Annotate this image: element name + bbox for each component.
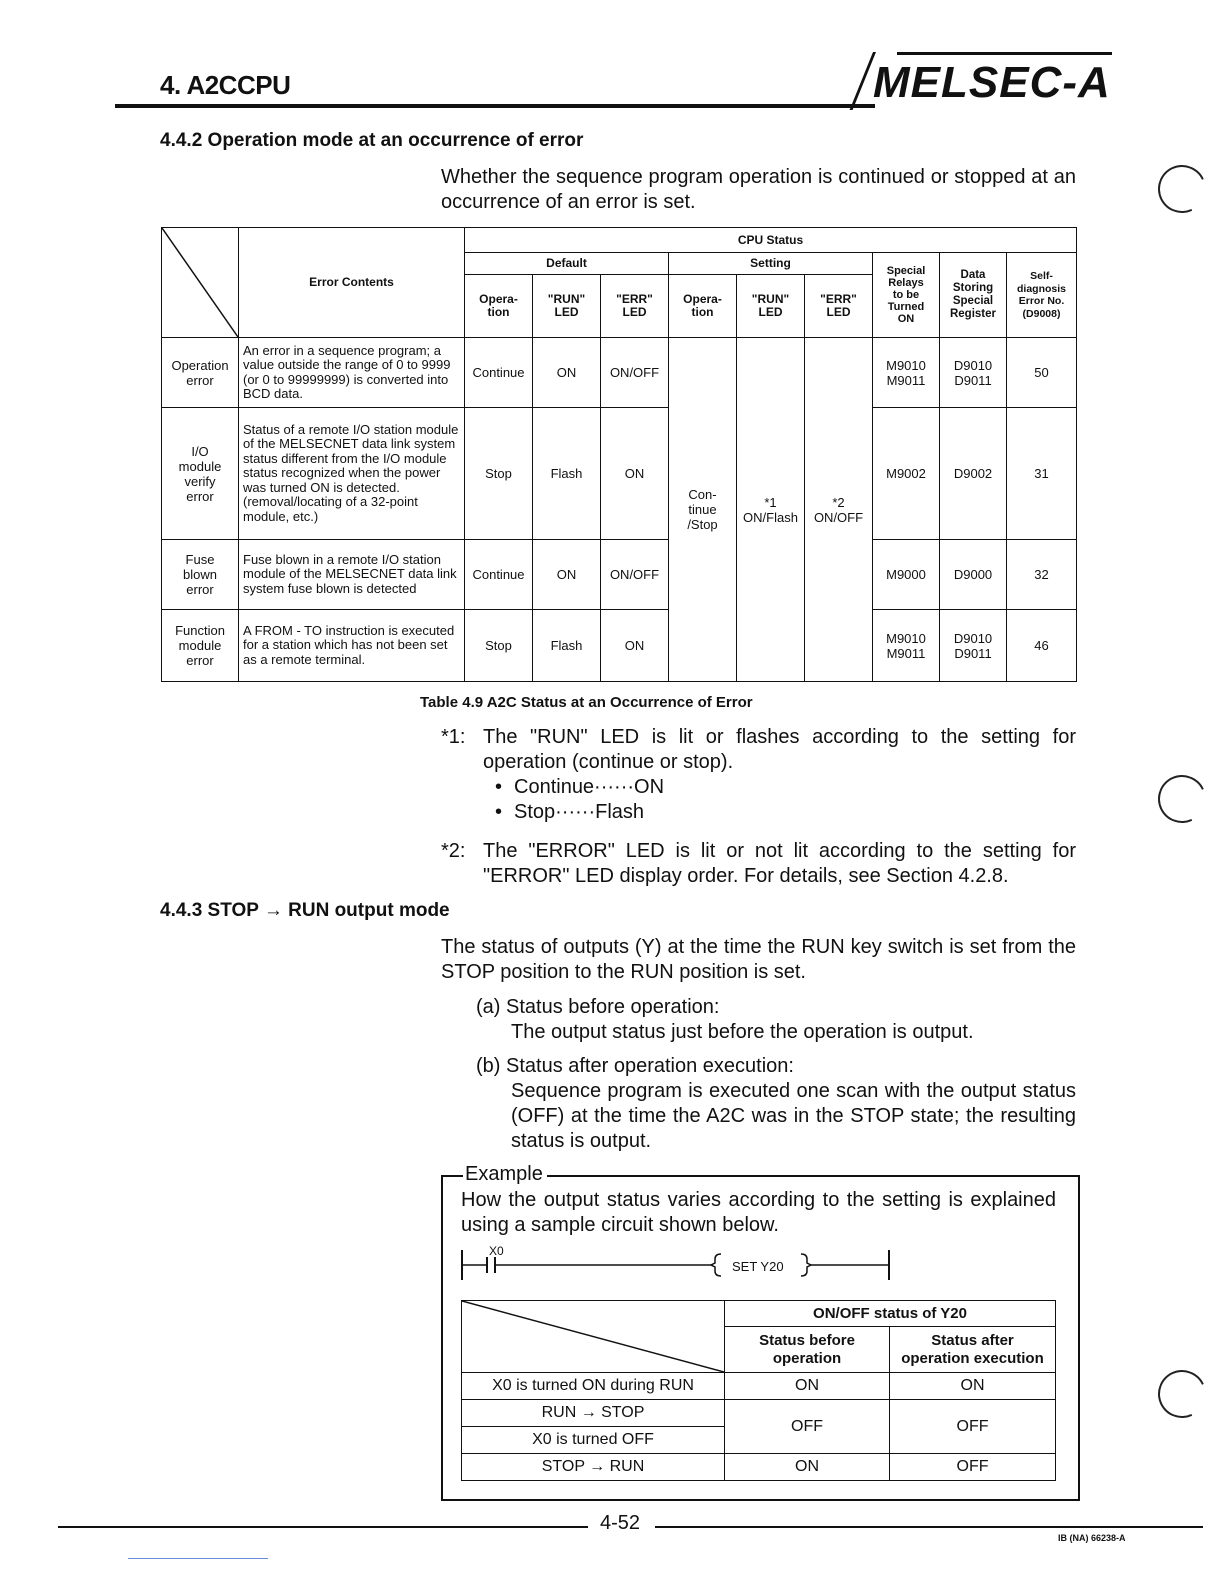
item-a-label: (a) Status before operation: xyxy=(476,996,720,1018)
header-default-err-led: "ERR" LED xyxy=(601,275,669,338)
item-a-text: The output status just before the operation is output. xyxy=(511,1021,974,1043)
row-error-no: 50 xyxy=(1007,338,1077,408)
ex-row-label: RUN → STOP xyxy=(462,1400,725,1427)
ex-row-after: ON xyxy=(890,1373,1056,1400)
ex-merged-before: OFF xyxy=(725,1400,890,1454)
scan-artifact-line xyxy=(128,1558,268,1559)
row-register: D9002 xyxy=(940,408,1007,540)
header-special-relays: Special Relays to be Turned ON xyxy=(873,253,940,338)
section-442-title: 4.4.2 Operation mode at an occurrence of error xyxy=(160,130,584,151)
y20-status-table xyxy=(461,1300,1056,1481)
row-relays: M9010 M9011 xyxy=(873,338,940,408)
header-error-contents: Error Contents xyxy=(239,228,465,338)
ex-header-before: Status before operation xyxy=(725,1327,890,1373)
header-setting-run-led: "RUN" LED xyxy=(737,275,805,338)
header-rule xyxy=(115,104,875,108)
ex-row-before: ON xyxy=(725,1454,890,1481)
note-1-mark: *1: xyxy=(441,726,466,748)
row-register: D9010 D9011 xyxy=(940,610,1007,682)
row-relays: M9002 xyxy=(873,408,940,540)
note-1-text: The "RUN" LED is lit or flashes according to the setting for operation (continue or stop). xyxy=(483,726,1076,773)
setting-err-led-value: *2 ON/OFF xyxy=(805,338,873,682)
item-b-label: (b) Status after operation execution: xyxy=(476,1055,794,1077)
table-corner-diagonal xyxy=(162,228,239,338)
header-cpu-status: CPU Status xyxy=(465,228,1077,253)
punch-hole-decoration xyxy=(1151,768,1213,830)
table-row xyxy=(162,338,1077,408)
header-default-run-led: "RUN" LED xyxy=(533,275,601,338)
note-1-bullet-dot: • xyxy=(495,801,503,823)
coil-label: SET Y20 xyxy=(732,1259,784,1274)
row-err-led: ON/OFF xyxy=(601,540,669,610)
ex-row-after: OFF xyxy=(890,1454,1056,1481)
row-name: Function module error xyxy=(162,610,239,682)
ex-row-label: X0 is turned OFF xyxy=(462,1427,725,1454)
row-name: I/O module verify error xyxy=(162,408,239,540)
row-operation: Continue xyxy=(465,540,533,610)
punch-hole-decoration xyxy=(1151,158,1213,220)
table-row xyxy=(162,610,1077,682)
row-error-no: 31 xyxy=(1007,408,1077,540)
row-err-led: ON xyxy=(601,408,669,540)
footer-rule-right xyxy=(655,1526,1203,1528)
note-1-bullet-stop: Stop······Flash xyxy=(514,801,645,823)
brand-logo xyxy=(855,52,1120,112)
ex-table-corner-diagonal xyxy=(462,1301,725,1373)
header-default: Default xyxy=(465,253,669,275)
header-setting-operation: Opera- tion xyxy=(669,275,737,338)
table-row xyxy=(462,1400,1056,1427)
ex-row-before: ON xyxy=(725,1373,890,1400)
row-operation: Continue xyxy=(465,338,533,408)
row-operation: Stop xyxy=(465,610,533,682)
table-row xyxy=(162,540,1077,610)
section-443-title: 4.4.3 STOP → RUN output mode xyxy=(160,900,450,921)
row-run-led: ON xyxy=(533,540,601,610)
note-2-mark: *2: xyxy=(441,840,466,862)
ladder-circuit-diagram xyxy=(455,1240,905,1285)
table-row xyxy=(462,1454,1056,1481)
example-text: How the output status varies according to the setting is explained using a sample circuit shown below. xyxy=(461,1189,1056,1236)
row-contents: Status of a remote I/O station module of the MELSECNET data link system status different from the I/O module status recognized when the power was turned ON is detected. (removal/locating of a 32-point module, etc.) xyxy=(239,408,465,540)
ex-header-group: ON/OFF status of Y20 xyxy=(725,1301,1056,1327)
table-row xyxy=(462,1373,1056,1400)
row-contents: An error in a sequence program; a value outside the range of 0 to 9999 (or 0 to 99999999) is converted into BCD data. xyxy=(239,338,465,408)
header-data-storing: Data Storing Special Register xyxy=(940,253,1007,338)
table-row xyxy=(162,408,1077,540)
row-register: D9000 xyxy=(940,540,1007,610)
note-1-bullet-dot: • xyxy=(495,776,503,798)
note-2-text: The "ERROR" LED is lit or not lit according to the setting for "ERROR" LED display order. For details, see Section 4.2.8. xyxy=(483,840,1076,887)
row-name: Fuse blown error xyxy=(162,540,239,610)
ex-header-after: Status after operation execution xyxy=(890,1327,1056,1373)
row-run-led: Flash xyxy=(533,610,601,682)
header-self-diagnosis: Self- diagnosis Error No. (D9008) xyxy=(1007,253,1077,338)
ex-row-label: X0 is turned ON during RUN xyxy=(462,1373,725,1400)
row-relays: M9000 xyxy=(873,540,940,610)
header-setting-err-led: "ERR" LED xyxy=(805,275,873,338)
chapter-title: 4. A2CCPU xyxy=(160,70,291,100)
row-run-led: Flash xyxy=(533,408,601,540)
row-error-no: 32 xyxy=(1007,540,1077,610)
note-1-bullet-continue: Continue······ON xyxy=(514,776,665,798)
section-442-intro: Whether the sequence program operation is continued or stopped at an occurrence of an error is set. xyxy=(441,166,1076,213)
page-number: 4-52 xyxy=(600,1512,641,1534)
table-caption: Table 4.9 A2C Status at an Occurrence of Error xyxy=(420,694,753,711)
contact-label: X0 xyxy=(489,1244,504,1258)
header-default-operation: Opera- tion xyxy=(465,275,533,338)
punch-hole-decoration xyxy=(1151,1363,1213,1425)
setting-run-led-value: *1 ON/Flash xyxy=(737,338,805,682)
document-number: IB (NA) 66238-A xyxy=(1058,1533,1126,1543)
footer-rule-left xyxy=(58,1526,588,1528)
row-name: Operation error xyxy=(162,338,239,408)
item-b-text: Sequence program is executed one scan with the output status (OFF) at the time the A2C was in the STOP state; the resulting status is output. xyxy=(511,1080,1076,1152)
setting-operation-value: Con- tinue /Stop xyxy=(669,338,737,682)
row-err-led: ON/OFF xyxy=(601,338,669,408)
header-setting: Setting xyxy=(669,253,873,275)
error-status-table xyxy=(161,227,1077,682)
row-contents: A FROM - TO instruction is executed for a station which has not been set as a remote terminal. xyxy=(239,610,465,682)
brand-text: MELSEC-A xyxy=(873,58,1111,107)
section-443-intro: The status of outputs (Y) at the time the RUN key switch is set from the STOP position to the RUN position is set. xyxy=(441,936,1076,983)
ex-row-label: STOP → RUN xyxy=(462,1454,725,1481)
row-operation: Stop xyxy=(465,408,533,540)
row-run-led: ON xyxy=(533,338,601,408)
ex-merged-after: OFF xyxy=(890,1400,1056,1454)
row-relays: M9010 M9011 xyxy=(873,610,940,682)
row-err-led: ON xyxy=(601,610,669,682)
row-register: D9010 D9011 xyxy=(940,338,1007,408)
row-error-no: 46 xyxy=(1007,610,1077,682)
example-label: Example xyxy=(463,1163,547,1186)
row-contents: Fuse blown in a remote I/O station module of the MELSECNET data link system fuse blown is detected xyxy=(239,540,465,610)
